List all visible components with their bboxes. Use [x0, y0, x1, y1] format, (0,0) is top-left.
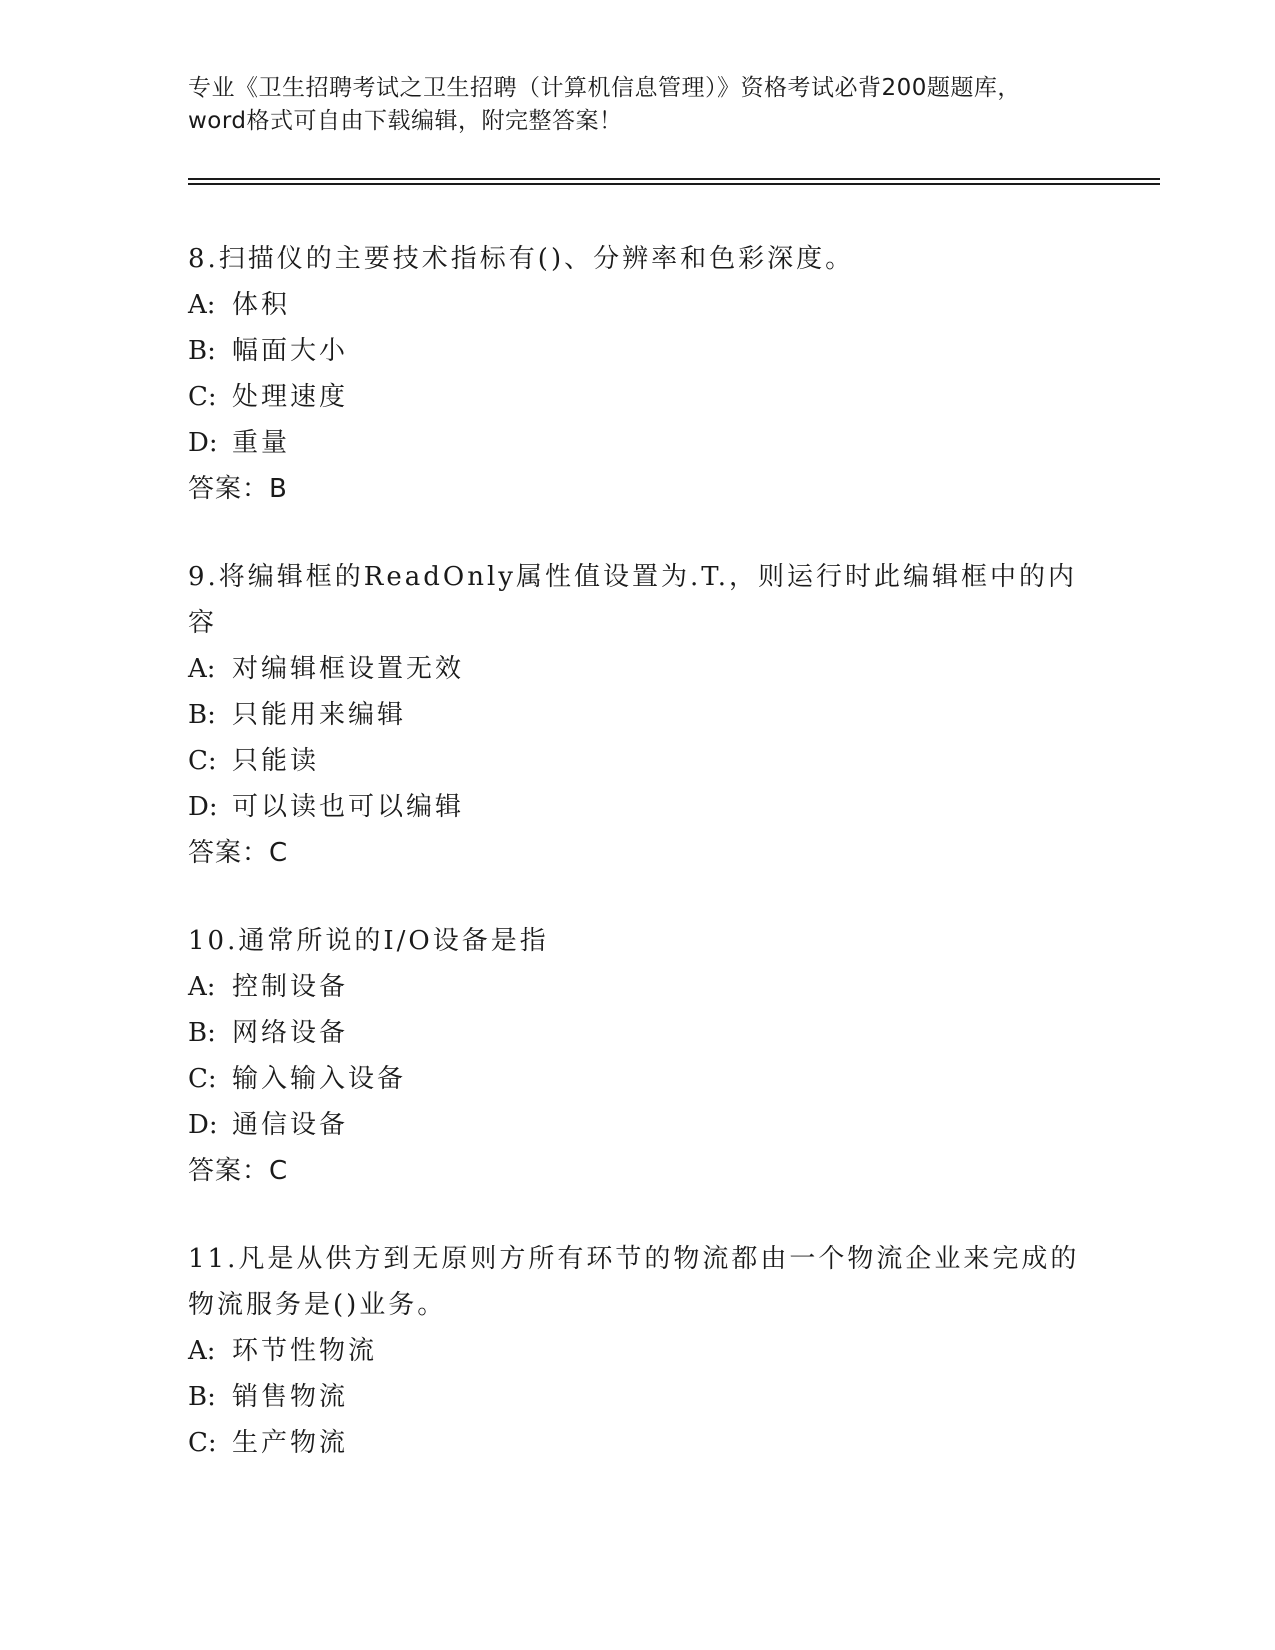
question-list — [188, 236, 1088, 1508]
option-a — [188, 646, 1088, 692]
option-text: 只能用来编辑 — [232, 700, 407, 730]
question-stem: 8.扫描仪的主要技术指标有()、分辨率和色彩深度。 — [188, 244, 855, 274]
header-line-1: 专业《卫生招聘考试之卫生招聘（计算机信息管理）》资格考试必背200题题库， — [188, 75, 1021, 101]
option-text: 可以读也可以编辑 — [232, 792, 465, 822]
option-a — [188, 282, 1088, 328]
question-10 — [188, 918, 1088, 1194]
option-text: 销售物流 — [232, 1382, 349, 1412]
option-letter: A: — [188, 1336, 216, 1366]
option-c — [188, 1056, 1088, 1102]
document-header — [188, 72, 1088, 138]
option-b — [188, 1010, 1088, 1056]
question-stem: 10.通常所说的I/O设备是指 — [188, 926, 549, 956]
option-b — [188, 1374, 1088, 1420]
option-letter: B: — [188, 336, 216, 366]
option-text: 网络设备 — [232, 1018, 349, 1048]
option-text: 只能读 — [232, 746, 320, 776]
option-d — [188, 420, 1088, 466]
option-d — [188, 1102, 1088, 1148]
option-letter: B: — [188, 1382, 216, 1412]
option-c — [188, 374, 1088, 420]
option-text: 处理速度 — [232, 382, 349, 412]
answer-line: 答案：C — [188, 1156, 289, 1186]
header-divider-top — [188, 178, 1160, 180]
option-b — [188, 692, 1088, 738]
option-text: 环节性物流 — [232, 1336, 378, 1366]
option-c — [188, 738, 1088, 784]
answer-line: 答案：B — [188, 474, 288, 504]
option-letter: C: — [188, 382, 217, 412]
option-b — [188, 328, 1088, 374]
option-text: 对编辑框设置无效 — [232, 654, 465, 684]
option-text: 重量 — [232, 428, 291, 458]
option-a — [188, 1328, 1088, 1374]
option-letter: A: — [188, 290, 216, 320]
option-text: 生产物流 — [232, 1428, 349, 1458]
option-letter: A: — [188, 654, 216, 684]
option-letter: D: — [188, 792, 218, 822]
question-stem: 11.凡是从供方到无原则方所有环节的物流都由一个物流企业来完成的物流服务是()业务。 — [188, 1244, 1080, 1320]
option-text: 体积 — [232, 290, 291, 320]
question-stem: 9.将编辑框的ReadOnly属性值设置为.T.，则运行时此编辑框中的内容 — [188, 562, 1078, 638]
option-d — [188, 784, 1088, 830]
question-8 — [188, 236, 1088, 512]
option-text: 控制设备 — [232, 972, 349, 1002]
question-9 — [188, 554, 1088, 876]
answer-line: 答案：C — [188, 838, 289, 868]
option-letter: D: — [188, 428, 218, 458]
option-text: 输入输入设备 — [232, 1064, 407, 1094]
option-letter: B: — [188, 1018, 216, 1048]
header-line-2: word格式可自由下载编辑，附完整答案！ — [188, 108, 623, 134]
option-letter: C: — [188, 746, 217, 776]
option-text: 通信设备 — [232, 1110, 349, 1140]
question-11 — [188, 1236, 1088, 1466]
option-letter: D: — [188, 1110, 218, 1140]
option-letter: C: — [188, 1428, 217, 1458]
header-divider-bottom — [188, 183, 1160, 185]
option-c — [188, 1420, 1088, 1466]
option-letter: C: — [188, 1064, 217, 1094]
option-letter: B: — [188, 700, 216, 730]
option-letter: A: — [188, 972, 216, 1002]
option-a — [188, 964, 1088, 1010]
option-text: 幅面大小 — [232, 336, 349, 366]
